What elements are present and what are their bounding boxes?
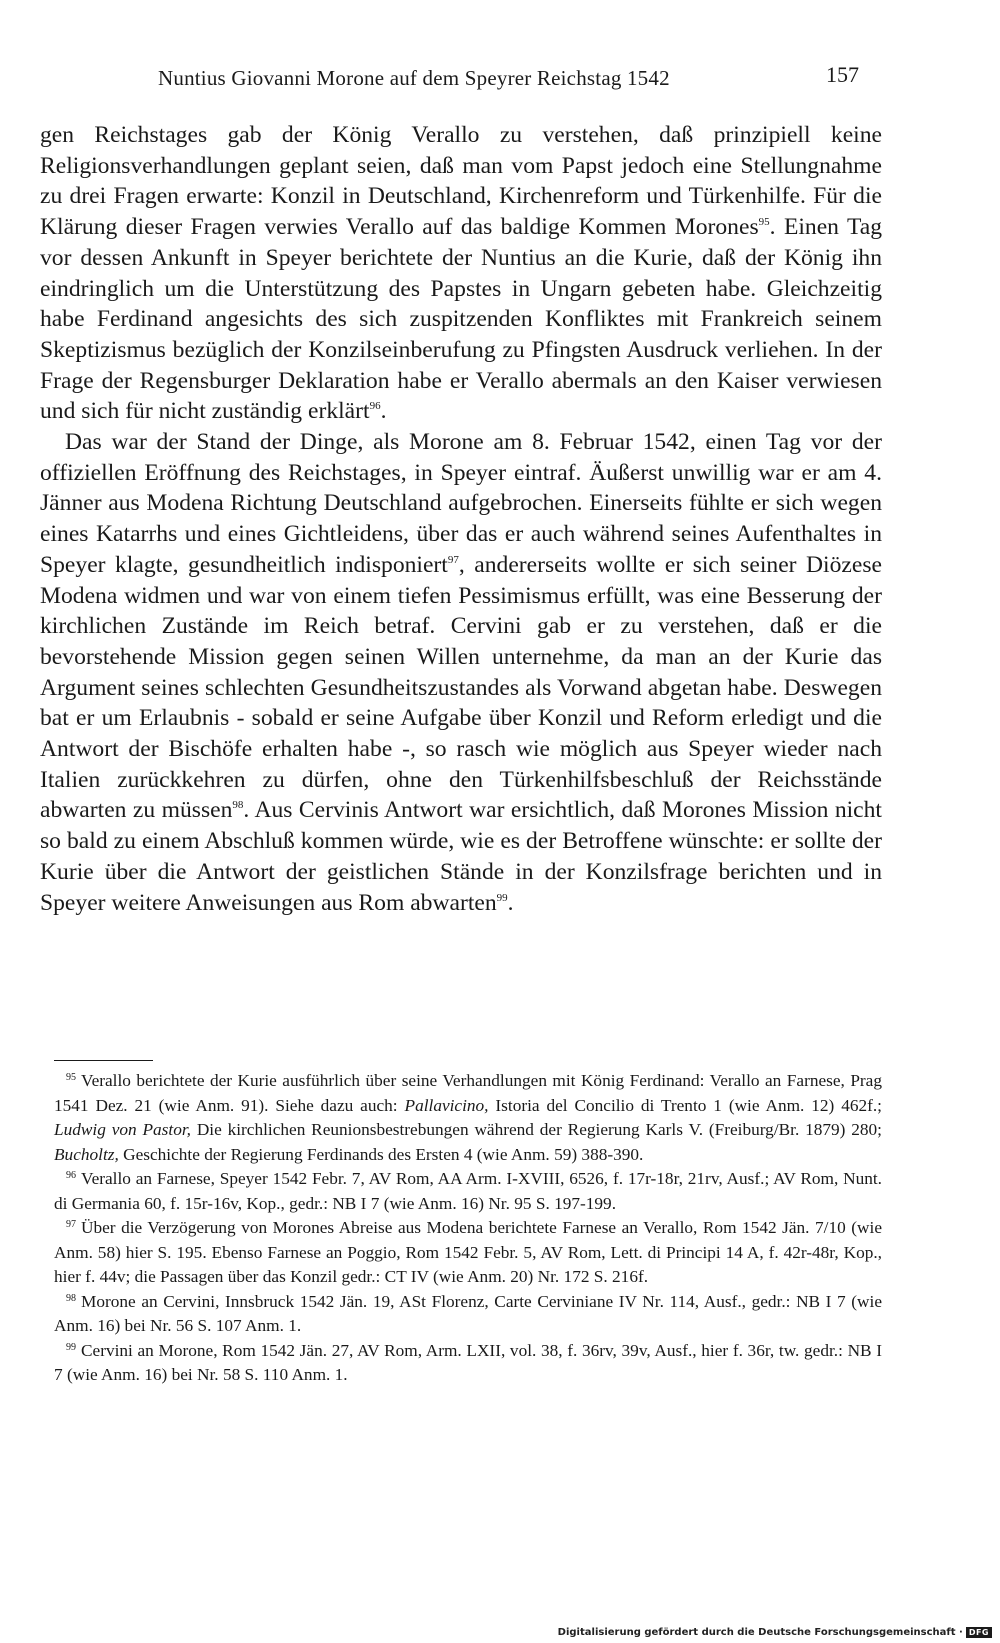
text-run: gen Reichstages gab der König Verallo zu verstehen, daß prinzipiell keine Religionsverhandlungen geplant seien, daß man vom Papst jedoch eine Stellungnahme zu drei Fragen erwarte: Konzil in Deutschland, Kirchenreform und Türkenhilfe. Für die Klärung dieser Fragen verwies Verallo auf das baldige Kommen Morones (40, 122, 882, 241)
footnote-99 (54, 1339, 882, 1388)
footnote-number: 95 (66, 1072, 76, 1083)
footnote-ref-98[interactable]: 98 (232, 799, 244, 812)
author-name: Bucholtz, (54, 1144, 119, 1164)
text-run: Über die Verzögerung von Morones Abreise aus Modena berichtete Farnese an Verallo, Rom 1542 Jän. 7/10 (wie Anm. 58) hier S. 195. Ebenso Farnese an Poggio, Rom 1542 Febr. 5, AV Rom, Lett. di Principi 14 A, f. 42r-48r, Kop., hier f. 44v; die Passagen über das Konzil gedr.: CT IV (wie Anm. 20) Nr. 172 S. 216f. (54, 1218, 882, 1286)
text-run: Die kirchlichen Reunionsbestrebungen während der Regierung Karls V. (Freiburg/Br. 1879) 280; (190, 1120, 882, 1139)
footnote-number: 96 (66, 1170, 76, 1181)
paragraph-1 (40, 120, 882, 427)
footnote-95 (54, 1069, 882, 1167)
dfg-logo: DFG (966, 1627, 992, 1638)
paragraph-2 (40, 427, 882, 918)
text-run: Verallo an Farnese, Speyer 1542 Febr. 7, AV Rom, AA Arm. I-XVIII, 6526, f. 17r-18r, 21rv, Ausf.; AV Rom, Nunt. di Germania 60, f. 15r-16v, Kop., gedr.: NB I 7 (wie Anm. 16) Nr. 95 S. 197-199. (54, 1169, 882, 1213)
footnote-96 (54, 1167, 882, 1216)
digitization-credit (558, 1627, 992, 1638)
footnote-ref-99[interactable]: 99 (496, 891, 508, 904)
text-run: . (507, 889, 514, 916)
footnote-number: 98 (66, 1292, 76, 1304)
text-run: . Aus Cervinis Antwort war ersichtlich, daß Morones Mission nicht so bald zu einem Abschluß kommen würde, wie es der Betroffene wünschte: er sollte der Kurie über die Antwort der geistlichen Stände in der Konzilsfrage berichten und in Speyer weitere Anweisungen aus Rom abwarten (40, 797, 882, 916)
text-run: Cervini an Morone, Rom 1542 Jän. 27, AV Rom, Arm. LXII, vol. 38, f. 36rv, 39v, Ausf., hier f. 36r, tw. gedr.: NB I 7 (wie Anm. 16) bei Nr. 58 S. 110 Anm. 1. (54, 1340, 882, 1384)
text-run: , andererseits wollte er sich seiner Diözese Modena widmen und war von einem tiefen Pessimismus erfüllt, was eine Besserung der kirchlichen Zustände im Reich betraf. Cervini gab er zu verstehen, daß er die bevorstehende Mission gegen seinen Willen unternehme, da man an der Kurie das Argument seines schlechten Gesundheitszustandes als Vorwand abgetan habe. Deswegen bat er um Erlaubnis - sobald er seine Aufgabe über Konzil und Reform erledigt und die Antwort der Bischöfe erhalten habe -, so rasch wie möglich aus Speyer wieder nach Italien zurückkehren zu dürfen, ohne den Türkenhilfsbeschluß der Reichsstände abwarten zu müssen (40, 551, 883, 824)
credit-text: Digitalisierung gefördert durch die Deutsche Forschungsgemeinschaft · (557, 1627, 963, 1638)
footnote-number: 99 (66, 1341, 76, 1353)
author-name: Ludwig von Pastor, (54, 1120, 191, 1139)
footnotes (54, 1069, 882, 1388)
text-run: Das war der Stand der Dinge, als Morone am 8. Februar 1542, einen Tag vor der offiziellen Eröffnung des Reichstages, in Speyer eintraf. Äußerst unwillig war er am 4. Jänner aus Modena Richtung Deutschland aufgebrochen. Einerseits fühlte er sich wegen eines Katarrhs und eines Gichtleidens, über das er auch während seines Aufenthaltes in Speyer klagte, gesundheitlich indisponiert (40, 429, 882, 578)
text-run: Geschichte der Regierung Ferdinands des Ersten 4 (wie Anm. 59) 388-390. (118, 1144, 644, 1164)
footnote-97 (54, 1216, 882, 1290)
page-number: 157 (826, 62, 859, 87)
footnote-separator (54, 1060, 153, 1061)
author-name: Pallavicino, (404, 1095, 489, 1115)
text-run: . Einen Tag vor dessen Ankunft in Speyer berichtete der Nuntius an die Kurie, daß der König ihn eindringlich um die Unterstützung des Papstes in Ungarn gebeten habe. Gleichzeitig habe Ferdinand angesichts des sich zuspitzenden Konfliktes mit Frankreich seinem Skeptizismus bezüglich der Konzilseinberufung zu Pfingsten Ausdruck verliehen. In der Frage der Regensburger Deklaration habe er Verallo abermals an den Kaiser verwiesen und sich für nicht zuständig erklärt (40, 214, 882, 425)
footnote-ref-95[interactable]: 95 (758, 216, 770, 229)
running-title: Nuntius Giovanni Morone auf dem Speyrer Reichstag 1542 (158, 66, 670, 90)
text-run: Verallo berichtete der Kurie ausführlich über seine Verhandlungen mit König Ferdinand: Verallo an Farnese, Prag 1541 Dez. 21 (wie Anm. 91). Siehe dazu auch: (54, 1071, 882, 1115)
footnote-ref-97[interactable]: 97 (447, 553, 459, 566)
footnote-98 (54, 1290, 882, 1339)
footnote-ref-96[interactable]: 96 (369, 400, 381, 413)
text-run: Morone an Cervini, Innsbruck 1542 Jän. 19, ASt Florenz, Carte Cerviniane IV Nr. 114, Ausf., gedr.: NB I 7 (wie Anm. 16) bei Nr. 56 S. 107 Anm. 1. (54, 1291, 882, 1335)
text-run: Istoria del Concilio di Trento 1 (wie Anm. 12) 462f.; (488, 1095, 882, 1115)
footnote-number: 97 (66, 1219, 76, 1230)
text-run: . (380, 398, 387, 425)
main-text (40, 120, 882, 918)
